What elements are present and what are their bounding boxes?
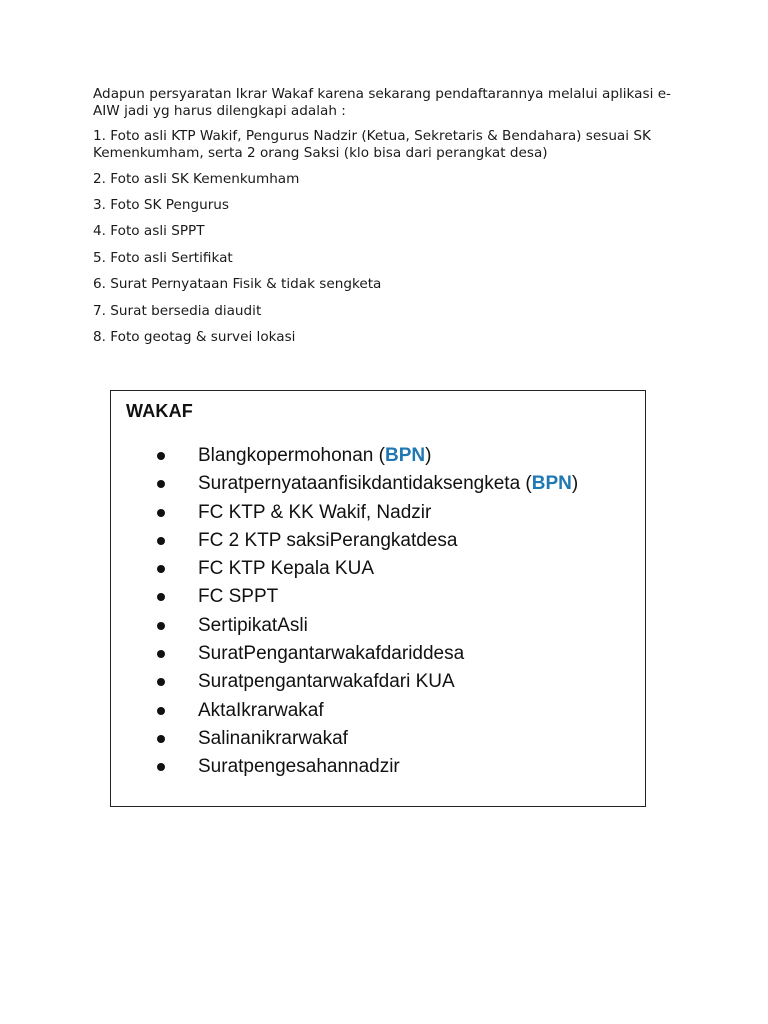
wakaf-item-text (198, 725, 348, 753)
wakaf-item-label: FC 2 KTP saksiPerangkatdesa (198, 529, 458, 551)
wakaf-item-label: Suratpernyataanfisikdantidaksengketa ( (198, 473, 532, 495)
bullet-icon (157, 622, 165, 630)
document-body (93, 86, 673, 355)
wakaf-item-text (198, 753, 400, 781)
wakaf-item-text (198, 527, 457, 555)
bullet-icon (157, 650, 165, 658)
bullet-icon (157, 509, 165, 517)
wakaf-item-text (198, 668, 455, 696)
wakaf-list-item (111, 499, 645, 527)
wakaf-checklist-image (110, 390, 646, 807)
requirement-item: 3. Foto SK Pengurus (93, 196, 229, 213)
wakaf-checklist (111, 442, 645, 782)
wakaf-item-text (198, 640, 464, 668)
bullet-icon (157, 593, 165, 601)
wakaf-list-item (111, 612, 645, 640)
wakaf-list-item (111, 442, 645, 470)
wakaf-item-label: Salinanikrarwakaf (198, 727, 348, 749)
bullet-icon (157, 763, 165, 771)
wakaf-item-text (198, 499, 431, 527)
wakaf-item-label: FC SPPT (198, 586, 279, 608)
wakaf-item-label: Suratpengesahannadzir (198, 756, 400, 778)
bullet-icon (157, 735, 165, 743)
wakaf-list-item (111, 668, 645, 696)
wakaf-list-item (111, 555, 645, 583)
wakaf-item-label: SuratPengantarwakafdariddesa (198, 643, 465, 665)
wakaf-list-item (111, 640, 645, 668)
wakaf-item-label: Blangkopermohonan ( (198, 445, 385, 466)
bullet-icon (157, 537, 165, 545)
wakaf-item-accent: BPN (531, 473, 572, 495)
wakaf-item-suffix: ) (571, 473, 579, 495)
wakaf-list-item (111, 470, 645, 498)
requirement-item: 8. Foto geotag & survei lokasi (93, 328, 296, 345)
requirements-list (93, 128, 673, 346)
requirement-item: 4. Foto asli SPPT (93, 223, 205, 240)
wakaf-item-text (198, 555, 374, 583)
bullet-icon (157, 565, 165, 573)
requirement-item: 6. Surat Pernyataan Fisik & tidak sengketa (93, 276, 382, 293)
wakaf-item-text (198, 697, 324, 725)
wakaf-list-item (111, 527, 645, 555)
wakaf-item-label: FC KTP Kepala KUA (198, 558, 375, 580)
intro-paragraph: Adapun persyaratan Ikrar Wakaf karena sekarang pendaftarannya melalui aplikasi e-AIW jadi yg harus dilengkapi adalah : (93, 86, 671, 119)
wakaf-item-text (198, 470, 578, 498)
wakaf-item-text (198, 583, 278, 611)
bullet-icon (157, 707, 165, 715)
wakaf-item-label: FC KTP & KK Wakif, Nadzir (198, 501, 432, 523)
wakaf-item-text (198, 612, 308, 640)
wakaf-item-label: SertipikatAsli (198, 614, 308, 636)
wakaf-title: WAKAF (126, 401, 193, 421)
wakaf-item-text (198, 442, 431, 470)
wakaf-list-item (111, 725, 645, 753)
requirement-item: 7. Surat bersedia diaudit (93, 302, 262, 319)
wakaf-list-item (111, 753, 645, 781)
wakaf-item-label: AktaIkrarwakaf (198, 699, 324, 721)
requirement-item: 1. Foto asli KTP Wakif, Pengurus Nadzir (Ketua, Sekretaris & Bendahara) sesuai SK Kemenkumham, serta 2 orang Saksi (klo bisa dari perangkat desa) (93, 128, 651, 161)
requirement-item: 2. Foto asli SK Kemenkumham (93, 170, 300, 187)
requirement-item: 5. Foto asli Sertifikat (93, 249, 233, 266)
bullet-icon (157, 678, 165, 686)
wakaf-list-item (111, 697, 645, 725)
wakaf-item-suffix: ) (425, 445, 432, 466)
wakaf-item-label: Suratpengantarwakafdari KUA (198, 671, 455, 693)
wakaf-list-item (111, 583, 645, 611)
bullet-icon (157, 452, 165, 460)
bullet-icon (157, 480, 165, 488)
wakaf-item-accent: BPN (384, 445, 426, 466)
